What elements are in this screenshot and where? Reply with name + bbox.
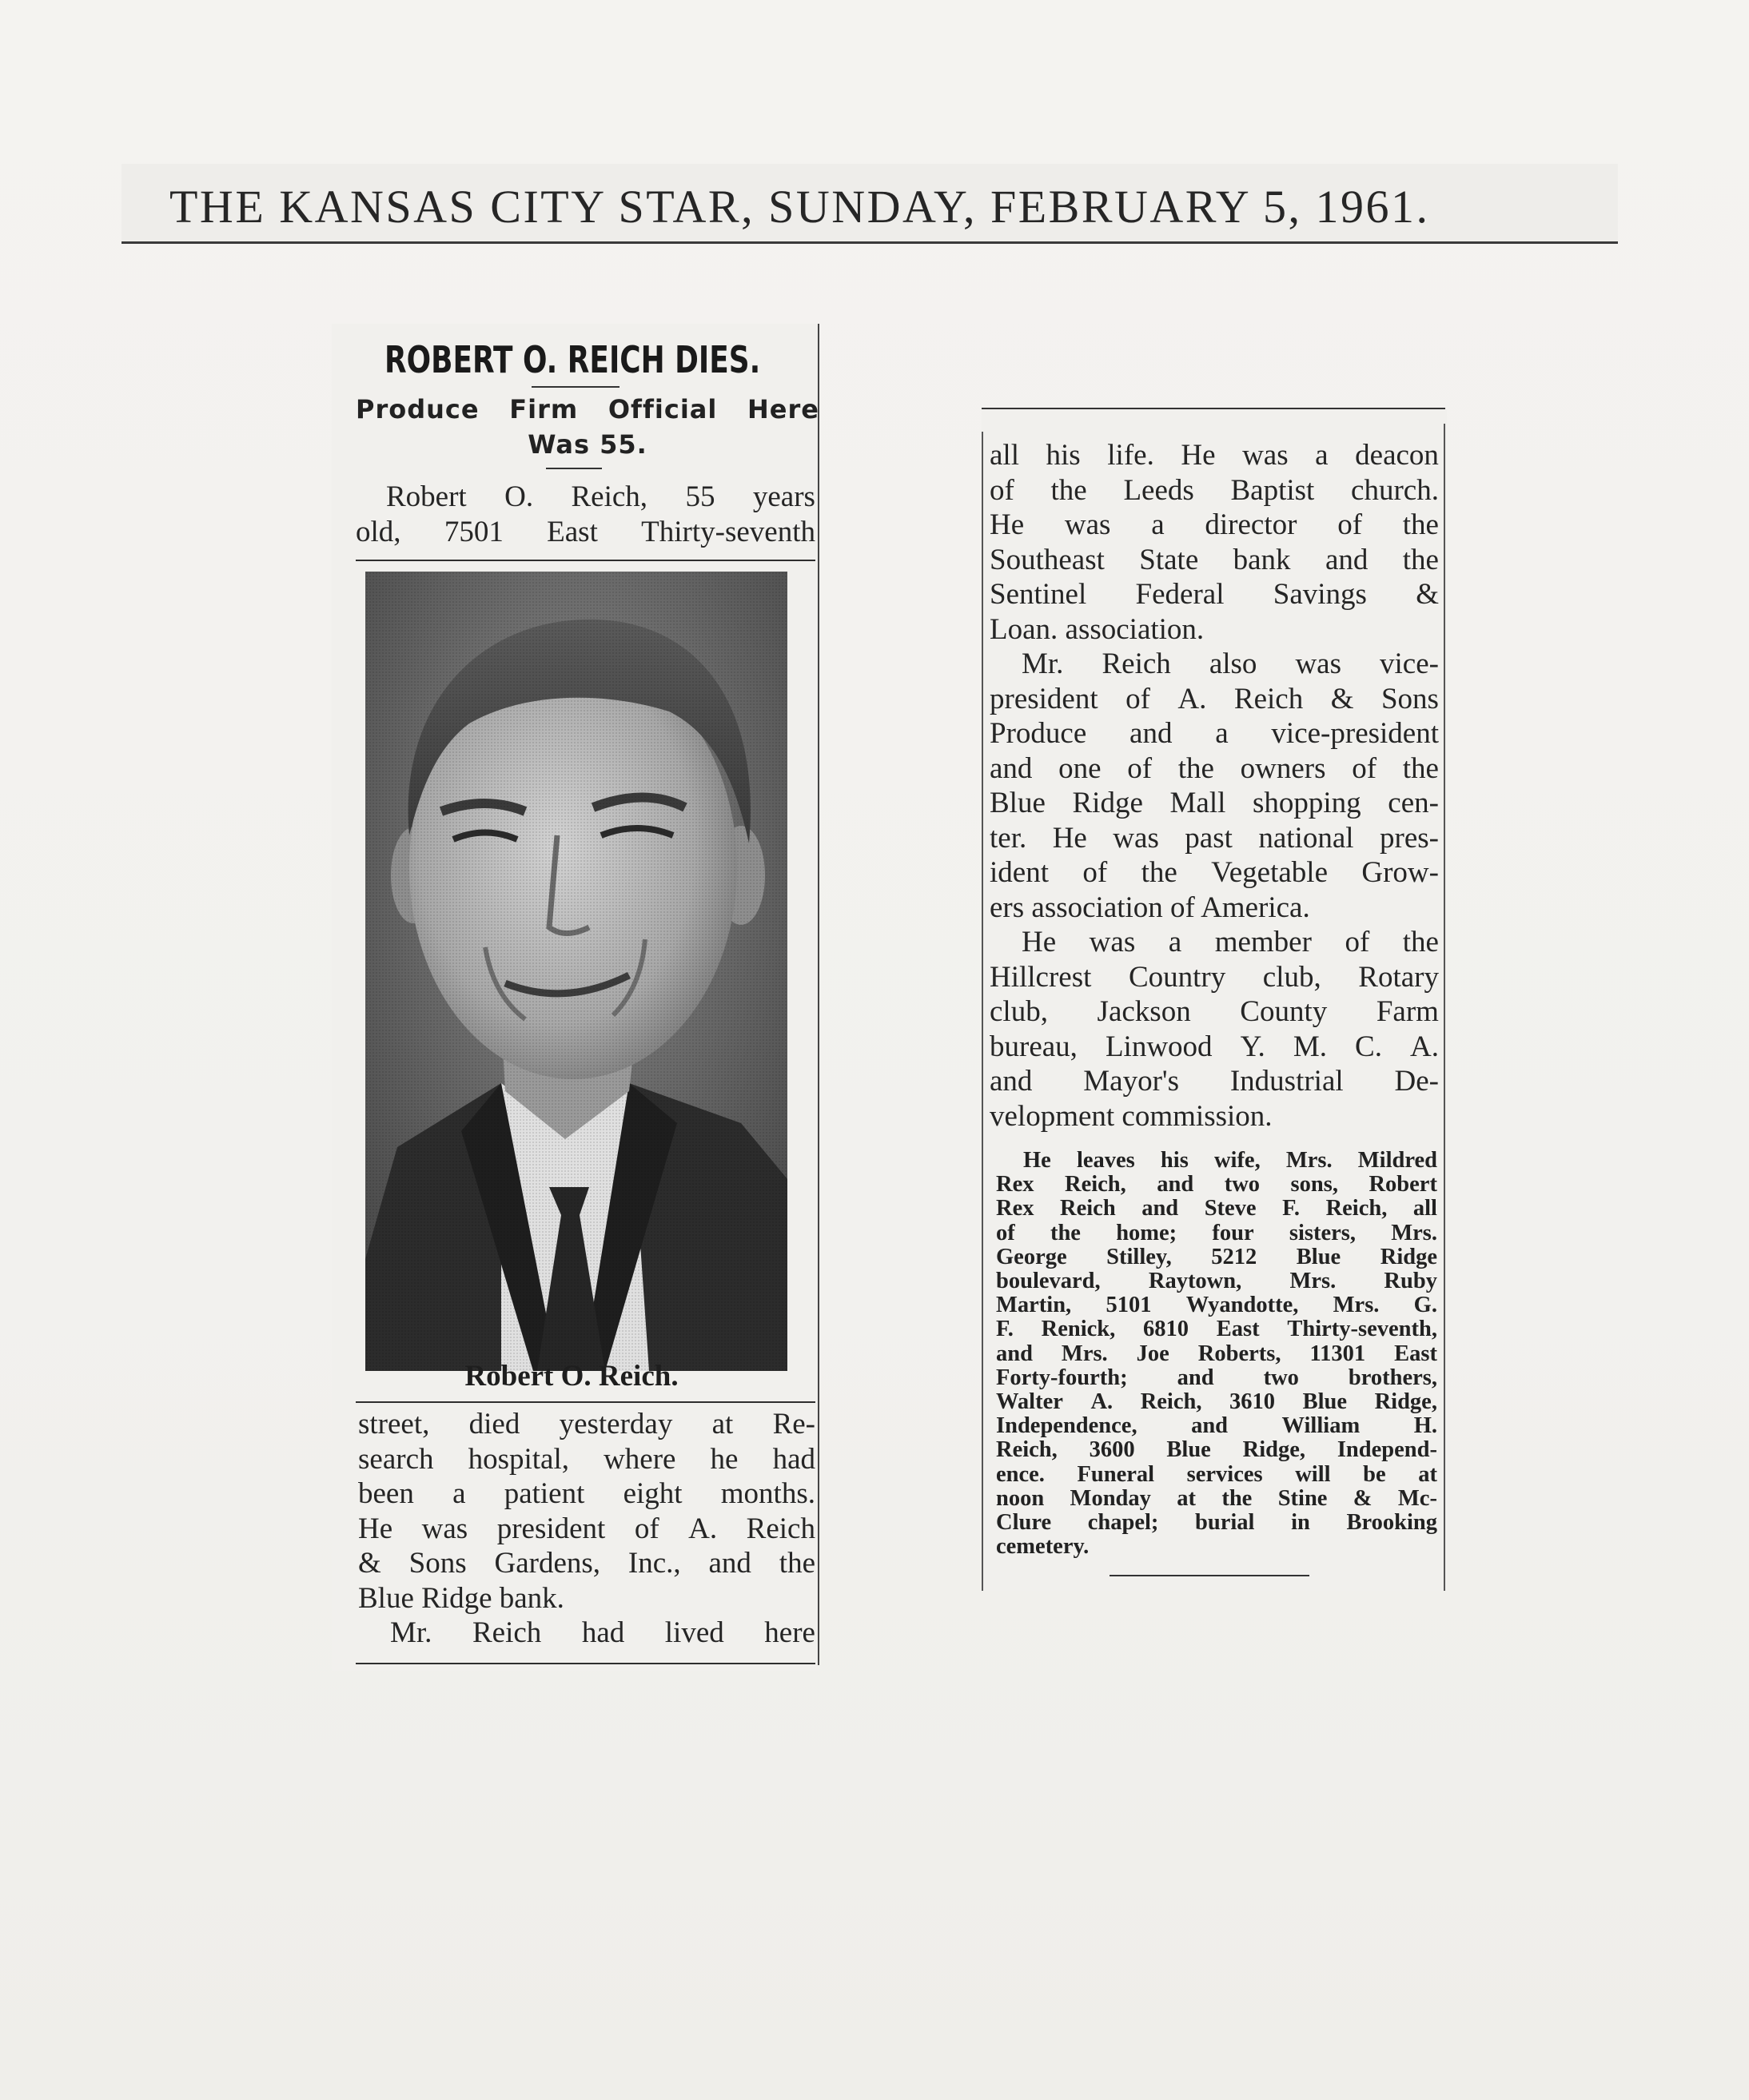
- caption-rule: [356, 1401, 815, 1403]
- word: chapel;: [1087, 1510, 1159, 1536]
- word: search: [358, 1442, 434, 1476]
- subhead-word: Here: [747, 394, 819, 424]
- text-line: [996, 1342, 1437, 1366]
- word: a: [1315, 439, 1329, 472]
- left-column-rule: [982, 432, 983, 1591]
- word: He: [1023, 1148, 1051, 1173]
- word: Re-: [772, 1408, 815, 1441]
- word: Sons: [1380, 682, 1439, 715]
- word: old,: [356, 515, 401, 548]
- word: Rex: [996, 1196, 1034, 1221]
- word: lived: [664, 1616, 724, 1649]
- word: 55: [685, 480, 715, 513]
- word: the: [1402, 543, 1439, 576]
- end-rule: [1110, 1575, 1309, 1576]
- text-line: [996, 1245, 1437, 1269]
- word: and: [708, 1547, 751, 1580]
- word: 5212: [1211, 1244, 1257, 1269]
- word: home;: [1116, 1220, 1177, 1245]
- text-line: [996, 1511, 1437, 1535]
- word: died: [468, 1408, 520, 1441]
- continued-paragraph: [358, 1407, 815, 1651]
- masthead-rule: [122, 241, 1618, 244]
- text-line: [358, 1581, 815, 1616]
- text-line: [996, 1221, 1437, 1245]
- word: He: [990, 508, 1025, 541]
- photo-caption: Robert O. Reich.: [464, 1360, 679, 1393]
- word: A.: [1090, 1389, 1114, 1415]
- text-line: [996, 1463, 1437, 1487]
- word: C.: [1355, 1030, 1382, 1063]
- word: the: [779, 1547, 815, 1580]
- column-rule: [818, 324, 819, 1665]
- word: was: [421, 1512, 468, 1545]
- word: Rotary: [1358, 960, 1439, 994]
- word: Mrs.: [1285, 1148, 1333, 1173]
- word: vice-president: [1271, 717, 1439, 750]
- word: Reich: [1102, 648, 1171, 680]
- word: cen-: [1388, 787, 1439, 819]
- survivors-paragraph: [996, 1149, 1437, 1559]
- word: County: [1240, 995, 1328, 1028]
- word: will: [1295, 1461, 1331, 1487]
- word: be: [1363, 1461, 1386, 1487]
- word: where: [604, 1442, 676, 1476]
- word: of: [1345, 926, 1370, 958]
- word: Mall: [1169, 787, 1226, 819]
- word: Mr.: [1022, 648, 1064, 680]
- word: Reich,: [996, 1437, 1058, 1463]
- word: ence.: [996, 1461, 1045, 1487]
- word: 5101: [1106, 1293, 1152, 1318]
- word: Robert: [386, 480, 467, 513]
- word: Southeast: [990, 543, 1105, 576]
- word: ter.: [990, 821, 1027, 855]
- word: his: [1160, 1148, 1189, 1173]
- word: yesterday: [559, 1408, 673, 1441]
- word: he: [710, 1442, 739, 1476]
- word: two: [1224, 1172, 1261, 1197]
- word: of: [634, 1512, 659, 1545]
- word: and: [1191, 1413, 1229, 1439]
- word: all: [990, 439, 1019, 472]
- word: East: [1216, 1317, 1260, 1342]
- word: He: [1022, 926, 1057, 958]
- word: boulevard,: [996, 1269, 1101, 1294]
- word: Walter: [996, 1389, 1063, 1415]
- text-line: [996, 1293, 1437, 1317]
- word: leaves: [1076, 1148, 1135, 1173]
- text-line: [990, 1099, 1439, 1134]
- word: Ridge,: [1242, 1437, 1306, 1463]
- obituary-clipping-left: [332, 324, 819, 1671]
- word: 3610: [1229, 1389, 1276, 1415]
- word: at: [711, 1408, 734, 1441]
- word: Mrs.: [1061, 1341, 1108, 1366]
- text-line: [990, 716, 1439, 751]
- word: velopment commission.: [990, 1099, 1273, 1133]
- word: Ridge,: [1374, 1389, 1437, 1415]
- word: eight: [623, 1477, 683, 1510]
- word: director: [1205, 508, 1297, 541]
- word: Blue Ridge bank.: [358, 1581, 564, 1615]
- word: months.: [720, 1477, 815, 1510]
- word: Baptist: [1230, 473, 1315, 507]
- word: Stilley,: [1106, 1244, 1172, 1269]
- word: pres-: [1380, 821, 1439, 855]
- word: brothers,: [1348, 1365, 1437, 1390]
- word: Ridge: [1072, 787, 1143, 819]
- text-line: [996, 1317, 1437, 1341]
- word: also: [1209, 648, 1257, 680]
- text-line: [996, 1414, 1437, 1438]
- word: Reich,: [571, 480, 648, 513]
- text-line: [996, 1149, 1437, 1173]
- word: church.: [1351, 473, 1439, 507]
- word: had: [581, 1616, 625, 1649]
- word: and: [1325, 543, 1369, 576]
- word: services: [1186, 1461, 1263, 1487]
- word: Mr.: [390, 1616, 432, 1649]
- word: a: [452, 1477, 466, 1510]
- word: two: [1263, 1365, 1299, 1390]
- word: F.: [1282, 1196, 1301, 1221]
- word: Mayor's: [1083, 1065, 1179, 1098]
- word: Country: [1128, 960, 1226, 994]
- word: the: [1402, 508, 1439, 541]
- word: &: [1416, 578, 1439, 611]
- text-line: [358, 1512, 815, 1547]
- word: national: [1258, 821, 1354, 855]
- word: Robert: [1369, 1172, 1437, 1197]
- word: the: [1050, 473, 1087, 507]
- word: H.: [1413, 1413, 1437, 1439]
- word: and: [1141, 1196, 1179, 1221]
- word: O.: [504, 480, 534, 513]
- word: Reich,: [1064, 1172, 1126, 1197]
- text-line: [990, 821, 1439, 856]
- word: Y.: [1240, 1030, 1265, 1063]
- word: Mrs.: [1391, 1220, 1437, 1245]
- word: Blue: [1302, 1389, 1348, 1415]
- text-line: [358, 1616, 815, 1651]
- word: his: [1046, 439, 1081, 472]
- word: Independence,: [996, 1413, 1137, 1439]
- word: the: [1177, 751, 1214, 785]
- word: of: [1127, 751, 1153, 785]
- word: Reich,: [1140, 1389, 1202, 1415]
- text-line: [990, 1064, 1439, 1099]
- word: Ruby: [1384, 1269, 1437, 1294]
- word: of: [996, 1220, 1015, 1245]
- text-line: [990, 473, 1439, 508]
- word: Thirty-seventh: [641, 515, 815, 548]
- word: 11301: [1309, 1341, 1366, 1366]
- continued-biography: [990, 438, 1439, 1134]
- subheadline-line-1: [356, 392, 819, 427]
- masthead-text: THE KANSAS CITY STAR, SUNDAY, FEBRUARY 5, 1961.: [169, 181, 1430, 233]
- word: Forty-fourth;: [996, 1365, 1128, 1390]
- word: Raytown,: [1148, 1269, 1242, 1294]
- word: sons,: [1290, 1172, 1338, 1197]
- text-line: [356, 515, 815, 550]
- word: Mrs.: [1289, 1269, 1337, 1294]
- word: wife,: [1213, 1148, 1261, 1173]
- word: years: [752, 480, 815, 513]
- text-line: [990, 647, 1439, 682]
- lead-paragraph: [356, 480, 815, 549]
- word: here: [764, 1616, 815, 1649]
- word: sisters,: [1289, 1220, 1356, 1245]
- word: was: [1242, 439, 1289, 472]
- word: and: [1157, 1172, 1194, 1197]
- portrait-photo: [365, 572, 787, 1371]
- word: East: [547, 515, 598, 548]
- word: a: [1168, 926, 1182, 958]
- text-line: [990, 682, 1439, 717]
- word: hospital,: [468, 1442, 569, 1476]
- subheadline: [356, 392, 819, 462]
- text-line: [358, 1442, 815, 1477]
- word: a: [1151, 508, 1165, 541]
- word: F.: [996, 1317, 1014, 1342]
- word: &: [1330, 682, 1354, 715]
- word: and: [996, 1341, 1033, 1366]
- word: of: [1082, 856, 1108, 889]
- word: Blue: [1166, 1437, 1211, 1463]
- word: De-: [1394, 1065, 1439, 1098]
- word: Grow-: [1361, 856, 1439, 889]
- word: Joe: [1136, 1341, 1169, 1366]
- text-line: [990, 994, 1439, 1030]
- word: M.: [1293, 1030, 1327, 1063]
- headline: ROBERT O. REICH DIES.: [384, 338, 761, 381]
- word: Wyandotte,: [1185, 1293, 1299, 1318]
- text-line: [990, 508, 1439, 543]
- word: cemetery.: [996, 1534, 1090, 1560]
- subheadline-line-2: Was 55.: [528, 429, 647, 460]
- word: president: [496, 1512, 606, 1545]
- word: Leeds: [1123, 473, 1194, 507]
- word: bank: [1233, 543, 1291, 576]
- word: Reich: [746, 1512, 815, 1545]
- word: the: [1402, 751, 1439, 785]
- word: Produce: [990, 717, 1087, 750]
- word: club,: [990, 995, 1048, 1028]
- word: A.: [688, 1512, 718, 1545]
- word: the: [1050, 1220, 1081, 1245]
- word: He: [1052, 821, 1087, 855]
- word: Martin,: [996, 1293, 1072, 1318]
- top-rule: [982, 408, 1445, 409]
- subhead-word: Official: [608, 394, 718, 424]
- word: bureau,: [990, 1030, 1078, 1063]
- word: and: [990, 1065, 1033, 1098]
- word: was: [1064, 508, 1111, 541]
- word: Funeral: [1077, 1461, 1155, 1487]
- word: member: [1214, 926, 1312, 958]
- text-line: [996, 1535, 1437, 1559]
- text-line: [990, 855, 1439, 891]
- word: Reich: [1060, 1196, 1116, 1221]
- word: of: [1352, 751, 1377, 785]
- word: was: [1113, 821, 1159, 855]
- word: Federal: [1135, 578, 1225, 611]
- word: one: [1058, 751, 1102, 785]
- word: East: [1394, 1341, 1437, 1366]
- word: been: [358, 1477, 414, 1510]
- word: 7501: [444, 515, 504, 548]
- word: life.: [1107, 439, 1154, 472]
- word: the: [1141, 856, 1177, 889]
- text-line: [358, 1546, 815, 1581]
- text-line: [996, 1438, 1437, 1462]
- word: 3600: [1089, 1437, 1135, 1463]
- word: &: [358, 1547, 381, 1580]
- word: all: [1412, 1196, 1437, 1221]
- word: Independ-: [1337, 1437, 1437, 1463]
- word: Renick,: [1041, 1317, 1116, 1342]
- word: had: [772, 1442, 815, 1476]
- word: Reich: [472, 1616, 542, 1649]
- word: Loan. association.: [990, 612, 1205, 646]
- word: president: [990, 682, 1098, 715]
- word: Monday: [1070, 1485, 1151, 1511]
- newspaper-masthead: [122, 164, 1618, 244]
- word: &: [1353, 1485, 1373, 1511]
- word: ident: [990, 856, 1049, 889]
- text-line: [990, 577, 1439, 612]
- word: Roberts,: [1197, 1341, 1281, 1366]
- word: Sentinel: [990, 578, 1087, 611]
- headline-rule: [532, 386, 620, 388]
- word: Industrial: [1229, 1065, 1344, 1098]
- word: of: [1125, 682, 1150, 715]
- word: He: [358, 1512, 393, 1545]
- word: and: [1177, 1365, 1214, 1390]
- word: of: [990, 473, 1014, 507]
- word: and: [1129, 717, 1173, 750]
- text-line: [996, 1173, 1437, 1197]
- word: Stine: [1277, 1485, 1328, 1511]
- word: State: [1139, 543, 1199, 576]
- word: the: [1402, 926, 1439, 958]
- word: Mrs.: [1333, 1293, 1380, 1318]
- word: burial: [1195, 1510, 1255, 1536]
- word: owners: [1240, 751, 1326, 785]
- word: patient: [504, 1477, 585, 1510]
- text-line: [990, 786, 1439, 821]
- word: Mildred: [1357, 1148, 1437, 1173]
- word: of: [1337, 508, 1363, 541]
- text-line: [990, 1030, 1439, 1065]
- word: Inc.,: [627, 1547, 681, 1580]
- word: and: [990, 751, 1033, 785]
- word: Gardens,: [494, 1547, 601, 1580]
- word: George: [996, 1244, 1067, 1269]
- word: the: [1221, 1485, 1253, 1511]
- word: 6810: [1143, 1317, 1189, 1342]
- word: Linwood: [1105, 1030, 1213, 1063]
- word: four: [1212, 1220, 1254, 1245]
- word: Steve: [1204, 1196, 1257, 1221]
- text-line: [996, 1269, 1437, 1293]
- text-line: [996, 1487, 1437, 1511]
- right-column-rule: [1444, 424, 1445, 1591]
- subhead-rule: [546, 468, 602, 469]
- word: club,: [1262, 960, 1321, 994]
- word: Reich,: [1325, 1196, 1388, 1221]
- bottom-rule: [356, 1663, 815, 1664]
- word: shopping: [1253, 787, 1361, 819]
- word: a: [1215, 717, 1229, 750]
- subhead-word: Produce: [356, 394, 480, 424]
- word: in: [1291, 1510, 1310, 1536]
- word: Clure: [996, 1510, 1052, 1536]
- word: Thirty-seventh,: [1287, 1317, 1437, 1342]
- word: noon: [996, 1485, 1045, 1511]
- word: Blue: [1296, 1244, 1341, 1269]
- text-line: [990, 543, 1439, 578]
- word: street,: [358, 1408, 430, 1441]
- text-line: [990, 612, 1439, 648]
- word: ers association of America.: [990, 891, 1310, 924]
- text-line: [990, 891, 1439, 926]
- word: Hillcrest: [990, 960, 1092, 994]
- word: at: [1418, 1461, 1437, 1487]
- word: at: [1177, 1485, 1196, 1511]
- text-line: [356, 480, 815, 515]
- word: Ridge: [1380, 1244, 1437, 1269]
- word: G.: [1413, 1293, 1437, 1318]
- word: Farm: [1376, 995, 1439, 1028]
- word: Sons: [408, 1547, 467, 1580]
- word: past: [1185, 821, 1233, 855]
- word: vice-: [1380, 648, 1439, 680]
- word: Rex: [996, 1172, 1034, 1197]
- word: Vegetable: [1211, 856, 1329, 889]
- obituary-clipping-right: [982, 408, 1447, 1591]
- word: Savings: [1273, 578, 1367, 611]
- word: was: [1295, 648, 1341, 680]
- text-line: [990, 960, 1439, 995]
- text-line: [990, 438, 1439, 473]
- text-line: [996, 1366, 1437, 1390]
- word: A.: [1177, 682, 1207, 715]
- text-line: [358, 1407, 815, 1442]
- text-line: [990, 925, 1439, 960]
- text-line: [990, 751, 1439, 787]
- word: deacon: [1355, 439, 1439, 472]
- word: He: [1181, 439, 1216, 472]
- word: Blue: [990, 787, 1046, 819]
- subhead-word: Firm: [509, 394, 579, 424]
- word: Mc-: [1397, 1485, 1437, 1511]
- text-line: [996, 1390, 1437, 1414]
- word: Brooking: [1346, 1510, 1437, 1536]
- word: William: [1281, 1413, 1361, 1439]
- word: Reich: [1233, 682, 1304, 715]
- word: A.: [1409, 1030, 1439, 1063]
- word: was: [1089, 926, 1136, 958]
- word: Jackson: [1097, 995, 1191, 1028]
- text-line: [996, 1197, 1437, 1221]
- photo-top-rule: [356, 560, 815, 561]
- text-line: [358, 1476, 815, 1512]
